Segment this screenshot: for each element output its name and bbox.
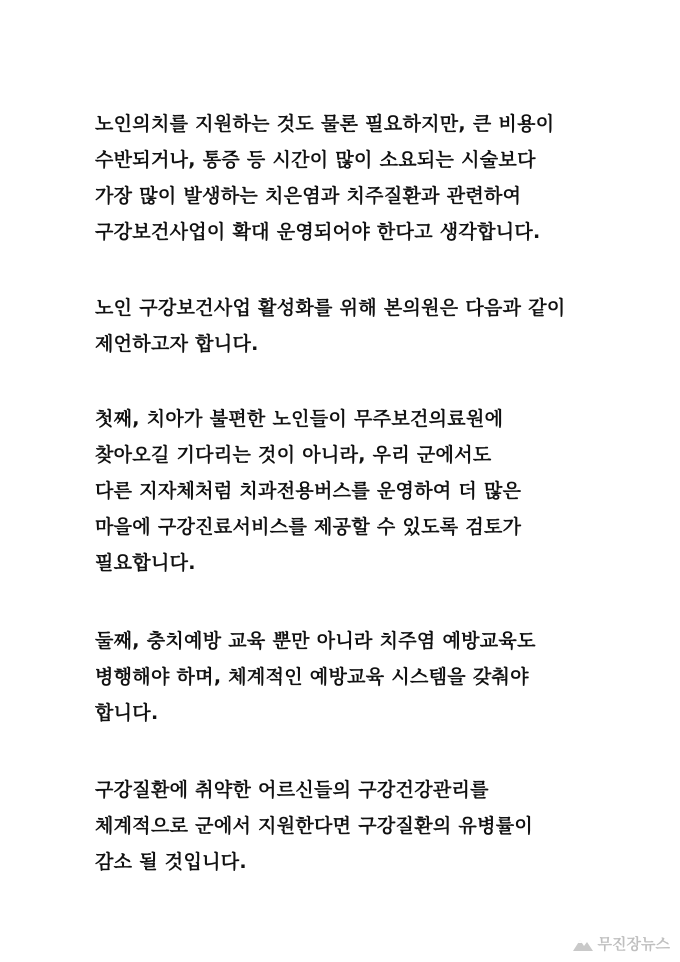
watermark xyxy=(572,933,670,954)
text-line: 제언하고자 합니다. xyxy=(95,333,259,355)
text-line: 구강보건사업이 확대 운영되어야 한다고 생각합니다. xyxy=(95,221,541,243)
text-line: 가장 많이 발생하는 치은염과 치주질환과 관련하여 xyxy=(95,185,522,207)
text-line: 다른 지자체처럼 치과전용버스를 운영하여 더 많은 xyxy=(95,480,522,502)
paragraph-4 xyxy=(95,623,595,731)
text-line: 첫째, 치아가 불편한 노인들이 무주보건의료원에 xyxy=(95,408,504,430)
paragraph-1 xyxy=(95,106,595,250)
text-line: 합니다. xyxy=(95,702,159,724)
text-line: 필요합니다. xyxy=(95,552,196,574)
text-line: 감소 될 것입니다. xyxy=(95,851,247,873)
text-line: 찾아오길 기다리는 것이 아니라, 우리 군에서도 xyxy=(95,444,492,466)
text-line: 수반되거나, 통증 등 시간이 많이 소요되는 시술보다 xyxy=(95,149,536,171)
text-line: 구강질환에 취약한 어르신들의 구강건강관리를 xyxy=(95,779,489,801)
text-line: 둘째, 충치예방 교육 뿐만 아니라 치주염 예방교육도 xyxy=(95,630,536,652)
paragraph-3 xyxy=(95,401,595,581)
mountain-logo-icon xyxy=(572,936,594,952)
text-line: 체계적으로 군에서 지원한다면 구강질환의 유병률이 xyxy=(95,815,534,837)
text-line: 노인의치를 지원하는 것도 물론 필요하지만, 큰 비용이 xyxy=(95,113,555,135)
watermark-text: 무진장뉴스 xyxy=(597,935,670,953)
text-line: 병행해야 하며, 체계적인 예방교육 시스템을 갖춰야 xyxy=(95,666,529,688)
text-line: 노인 구강보건사업 활성화를 위해 본의원은 다음과 같이 xyxy=(95,297,566,319)
paragraph-5 xyxy=(95,772,595,880)
text-line: 마을에 구강진료서비스를 제공할 수 있도록 검토가 xyxy=(95,516,522,538)
paragraph-2 xyxy=(95,290,595,362)
